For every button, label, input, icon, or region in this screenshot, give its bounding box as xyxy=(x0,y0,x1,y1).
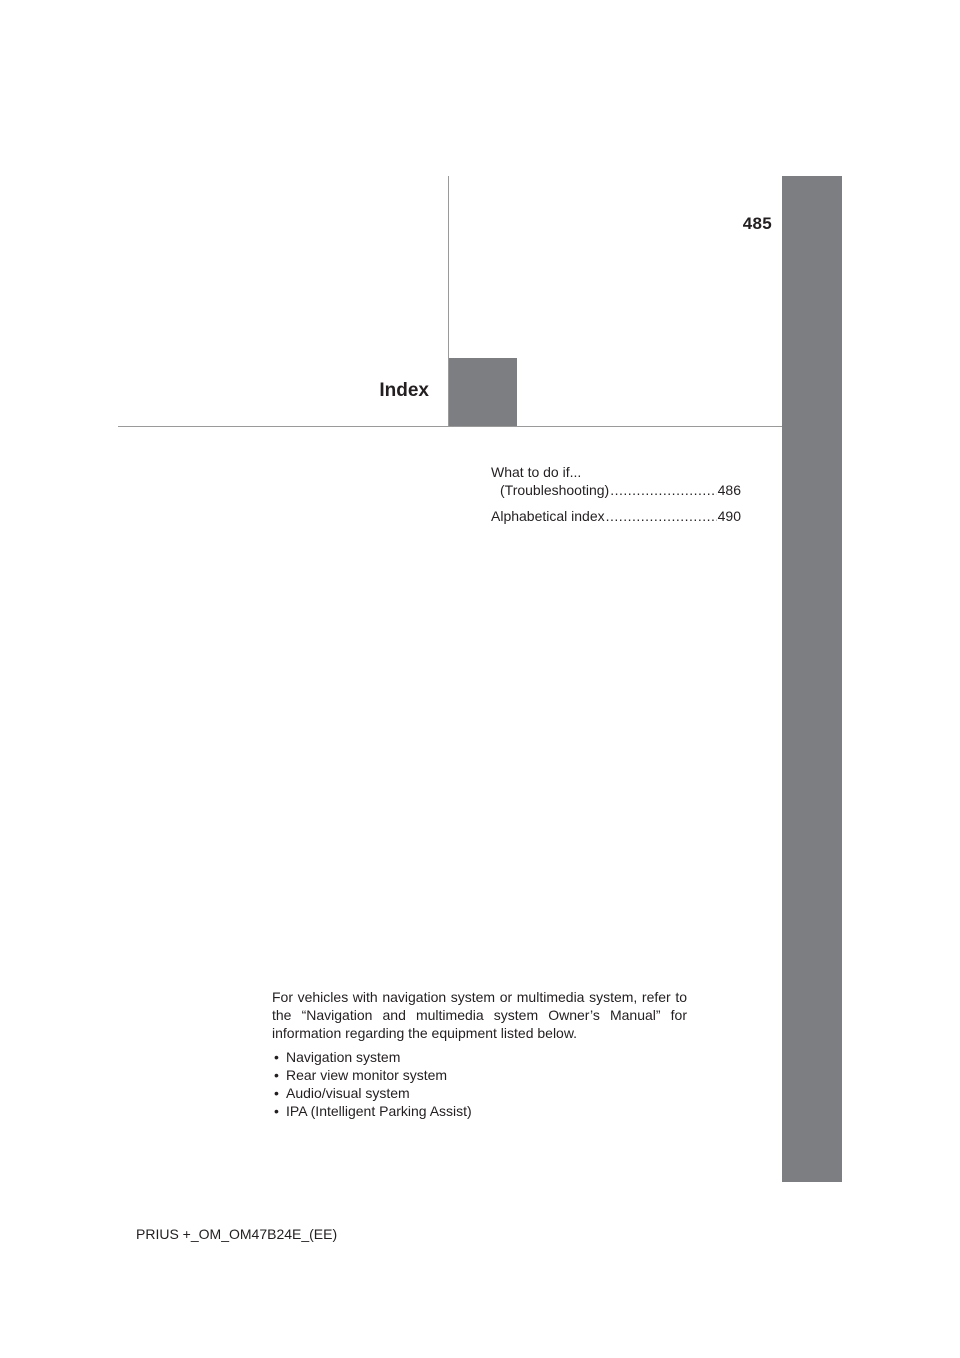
equipment-list xyxy=(272,1048,687,1120)
navigation-system-note xyxy=(272,988,687,1120)
list-item: • Navigation system xyxy=(272,1048,687,1066)
toc-leader-dots xyxy=(606,507,717,525)
horizontal-divider xyxy=(118,426,782,427)
toc-entry-label: (Troubleshooting) xyxy=(500,482,610,498)
toc-entry-alphabetical-index[interactable] xyxy=(491,507,741,525)
list-item: • Audio/visual system xyxy=(272,1084,687,1102)
toc-entry-troubleshooting[interactable] xyxy=(491,463,741,499)
page-number: 485 xyxy=(742,214,772,233)
table-of-contents xyxy=(491,463,741,533)
toc-entry-page: 490 xyxy=(717,508,741,524)
section-marker-block xyxy=(449,358,517,426)
list-item: • IPA (Intelligent Parking Assist) xyxy=(272,1102,687,1120)
toc-entry-label: Alphabetical index xyxy=(491,508,605,524)
list-item: • Rear view monitor system xyxy=(272,1066,687,1084)
document-code-footer: PRIUS +_OM_OM47B24E_(EE) xyxy=(136,1226,338,1242)
section-title: Index xyxy=(379,380,429,401)
note-paragraph: For vehicles with navigation system or multimedia system, refer to the “Navigation and multimedia system Owner’s Manual” for information regarding the equipment listed below. xyxy=(272,989,687,1041)
toc-leader-dots xyxy=(610,481,716,499)
toc-entry-label: What to do if... xyxy=(491,464,582,480)
section-side-tab xyxy=(782,176,842,1182)
toc-entry-page: 486 xyxy=(717,482,741,498)
